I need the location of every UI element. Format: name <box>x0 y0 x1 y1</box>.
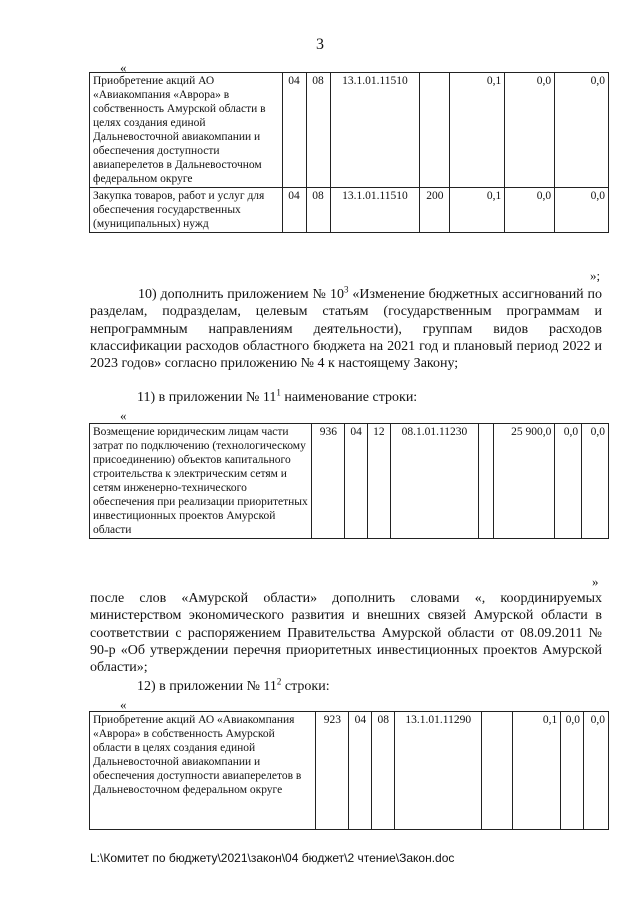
table-cell: 0,1 <box>450 188 505 233</box>
table-aurora-shares-2 <box>89 711 609 830</box>
table-cell: 13.1.01.11510 <box>330 73 420 188</box>
table-cell <box>482 712 513 830</box>
item-11-line: 11) в приложении № $11^1$ наименование строки: <box>137 387 418 405</box>
open-quote: « <box>120 60 127 75</box>
table-cell: 923 <box>316 712 349 830</box>
item-10-paragraph: 10) дополнить приложением № $10^3$ «Изменение бюджетных ассигнований по разделам, подразделам, целевым статьям (государственным программам и непрограммным направлениям деятельности), группам видов расходов классификации расходов областного бюджета на 2021 год и плановый период 2022 и 2023 годов» согласно приложению № 4 к настоящему Закону; <box>90 284 603 372</box>
open-quote: « <box>120 697 127 712</box>
table-cell: Закупка товаров, работ и услуг для обеспечения государственных (муниципальных) нужд <box>90 188 283 233</box>
close-quote: »; <box>590 268 601 283</box>
table-cell: Приобретение акций АО «Авиакомпания «Аврора» в собственность Амурской области в целях создания единой Дальневосточной авиакомпании и обеспечения доступности авиаперелетов в Дальневосточном федеральном округе <box>90 73 283 188</box>
table-cell <box>420 73 450 188</box>
table-cell: 04 <box>282 188 306 233</box>
table-cell: 0,0 <box>582 424 609 539</box>
table-cell: 0,0 <box>555 188 609 233</box>
table-cell: 08 <box>306 188 330 233</box>
table-cell: 12 <box>368 424 391 539</box>
table-row <box>90 712 609 830</box>
table-cell: 08 <box>306 73 330 188</box>
table-cell: 0,0 <box>505 188 555 233</box>
table-row <box>90 424 609 539</box>
footer-file-path: L:\Комитет по бюджету\2021\закон\04 бюджет\2 чтение\Закон.doc <box>90 851 455 865</box>
open-quote: « <box>120 408 127 423</box>
table-cell: 0,0 <box>505 73 555 188</box>
table-cell: 0,0 <box>584 712 609 830</box>
table-cell: 200 <box>420 188 450 233</box>
table-row <box>90 73 609 188</box>
table-aurora-shares <box>89 72 609 233</box>
amendment-paragraph: после слов «Амурской области» дополнить словами «, координируемых министерством экономического развития и внешних связей Амурской области в соответствии с распоряжением Правительства Амурской области от 08.09.2011 № 90-р «Об утверждении перечня приоритетных инвестиционных проектов Амурской области»; <box>90 591 602 676</box>
table-cell: 0,0 <box>561 712 584 830</box>
table-cell: 0,1 <box>450 73 505 188</box>
table-cell: 04 <box>345 424 368 539</box>
item-12-line: 12) в приложении № $11^2$ строки: <box>137 676 330 694</box>
table-cell: Возмещение юридическим лицам части затрат по подключению (технологическому присоединению) объектов капитального строительства к электрическим сетям и сетям инженерно-технического обеспечения при реализации приоритетных инвестиционных проектов Амурской области <box>90 424 312 539</box>
table-cell: Приобретение акций АО «Авиакомпания «Аврора» в собственность Амурской области в целях создания единой Дальневосточной авиакомпании и обеспечения доступности авиаперелетов в Дальневосточном федеральном округе <box>90 712 316 830</box>
table-grid-connection <box>89 423 609 539</box>
table-cell: 08.1.01.11230 <box>390 424 479 539</box>
table-cell: 0,0 <box>555 73 609 188</box>
table-cell: 04 <box>349 712 372 830</box>
table-cell: 04 <box>282 73 306 188</box>
table-row <box>90 188 609 233</box>
table-cell: 13.1.01.11290 <box>395 712 482 830</box>
table-cell: 13.1.01.11510 <box>330 188 420 233</box>
table-cell: 25 900,0 <box>493 424 555 539</box>
table-cell: 0,0 <box>555 424 582 539</box>
table-cell: 936 <box>312 424 345 539</box>
table-cell: 08 <box>372 712 395 830</box>
close-quote: » <box>592 574 599 589</box>
page-number: 3 <box>316 36 324 53</box>
table-cell: 0,1 <box>513 712 561 830</box>
table-cell <box>479 424 493 539</box>
